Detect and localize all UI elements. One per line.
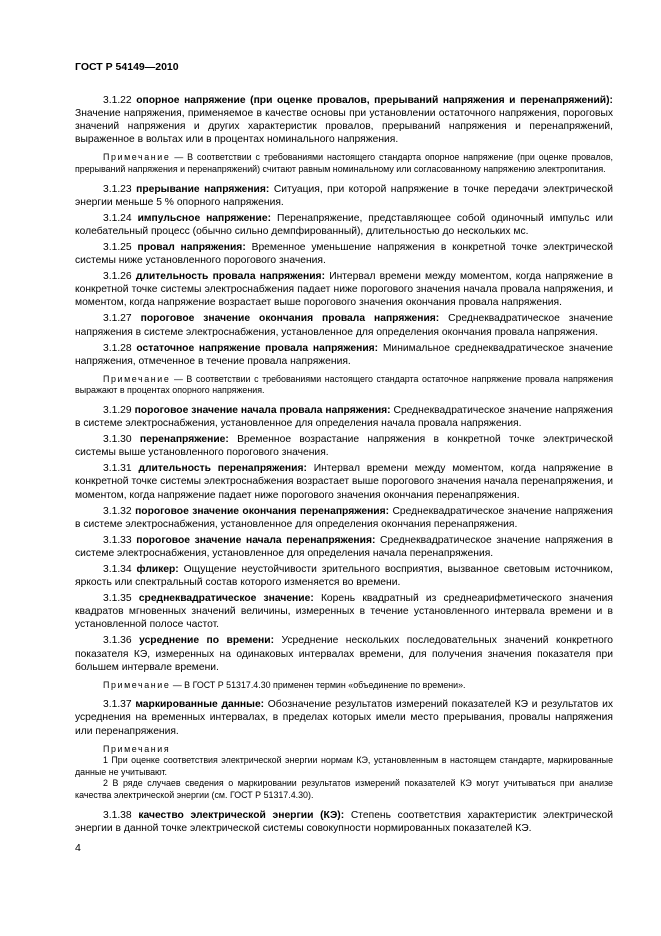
term-entry [75, 212, 613, 238]
note-text: — В ГОСТ Р 51317.4.30 применен термин «объединение по времени». [172, 679, 466, 690]
term-number: 3.1.36 [103, 635, 132, 647]
term-name: остаточное напряжение провала напряжения: [136, 342, 379, 354]
term-definition: Ощущение неустойчивости зрительного восприятия, вызванное световым источником, яркость или спектральный состав которого изменяется во времени. [75, 564, 613, 589]
term-entry [75, 534, 613, 560]
term-name: длительность провала напряжения: [135, 271, 325, 283]
notes-heading: Примечания [103, 743, 171, 754]
term-name: пороговое значение начала провала напряжения: [134, 404, 391, 416]
term-definition: Ситуация, при которой напряжение в точке передачи электрической энергии меньше 5 % опорного напряжения. [75, 183, 613, 208]
note-text: — В соответствии с требованиями настоящего стандарта опорное напряжение (при оценке провалов, прерываний напряжения и перенапряжений) считают равным номинальному или согласованному напряжению электропитания. [75, 152, 613, 174]
term-definition: Временное возрастание напряжения в конкретной точке электрической системы выше установленного порогового значения. [75, 434, 613, 459]
note-item: 2 В ряде случаев сведения о маркировании результатов измерений показателей КЭ могут учитываться при анализе качества электрической энергии (см. ГОСТ Р 51317.4.30). [75, 778, 613, 800]
term-name: пороговое значение окончания провала напряжения: [140, 313, 440, 325]
term-name: пороговое значение начала перенапряжения: [136, 534, 376, 546]
term-name: усреднение по времени: [139, 635, 275, 647]
term-name: фликер: [136, 564, 179, 575]
term-entry [75, 505, 613, 531]
term-definition: Интервал времени между моментом, когда напряжение в конкретной точке системы электроснабжения возрастает выше порогового значения начала перенапряжения, и моментом, когда напряжение падает ниже порогового значения окончания перенапряжения. [75, 463, 613, 501]
term-entry [75, 404, 613, 430]
term-number: 3.1.27 [103, 313, 132, 325]
term-definition: Минимальное среднеквадратическое значение напряжения, отмеченное в течение провала напряжения. [75, 342, 613, 367]
term-entry [75, 241, 613, 267]
term-definition: Среднеквадратическое значение напряжения в системе электроснабжения, установленное для определения окончания провала напряжения. [75, 313, 613, 338]
term-number: 3.1.32 [103, 505, 132, 517]
term-entry [75, 270, 613, 309]
note-label: Примечание [103, 373, 171, 384]
term-name: опорное напряжение (при оценке провалов, прерываний напряжения и перенапряжений): [136, 95, 613, 106]
note-text: — В соответствии с требованиями настоящего стандарта остаточное напряжение провала напряжения выражают в процентах опорного напряжения. [75, 373, 614, 396]
term-entry [75, 183, 613, 209]
term-number: 3.1.22 [103, 95, 132, 106]
term-number: 3.1.25 [103, 241, 132, 253]
term-entry [75, 312, 613, 338]
note-item: 1 При оценке соответствия электрической энергии нормам КЭ, установленным в настоящем стандарте, маркированные данные не учитывают. [75, 755, 613, 777]
term-entry [75, 809, 613, 835]
term-name: качество электрической энергии (КЭ): [138, 809, 345, 821]
term-number: 3.1.26 [103, 271, 132, 283]
term-definition: Значение напряжения, применяемое в качестве основы при установлении остаточного напряжения, пороговых значений напряжения и других характеристик провалов, прерываний напряжения и перенапряжений, выраженное в вольтах или в процентах номинального напряжения. [75, 108, 613, 146]
term-definition: Степень соответствия характеристик электрической энергии в данной точке электрической системы совокупности нормированных показателей КЭ. [75, 809, 613, 834]
term-number: 3.1.28 [103, 342, 132, 354]
term-entry [75, 342, 613, 368]
term-entry [75, 634, 613, 673]
note-label: Примечание [103, 152, 171, 163]
term-definition: Корень квадратный из среднеарифметического значения квадратов мгновенных значений величины, измеренных в течение установленного интервала времени и в установленной полосе частот. [75, 593, 613, 631]
term-definition: Среднеквадратическое значение напряжения в системе электроснабжения, установленное для определения начала провала напряжения. [75, 404, 613, 430]
term-name: прерывание напряжения: [136, 183, 270, 195]
term-entry [75, 698, 613, 737]
note [75, 680, 613, 692]
page-number: 4 [75, 842, 81, 854]
note [75, 152, 613, 175]
term-entry [75, 592, 613, 631]
term-definition: Среднеквадратическое значение напряжения в системе электроснабжения, установленное для определения начала перенапряжения. [75, 534, 613, 559]
term-definition: Временное уменьшение напряжения в конкретной точке электрической системы ниже установленного порогового значения. [75, 241, 613, 267]
document-body [75, 94, 613, 838]
term-name: среднеквадратическое значение: [138, 593, 314, 605]
term-entry [75, 94, 613, 146]
term-entry [75, 433, 613, 459]
note-label: Примечание [103, 679, 171, 690]
term-definition: Усреднение нескольких последовательных значений конкретного показателя КЭ, измеренных на одинаковых интервалах времени, для получения значения показателя при большем интервале времени. [75, 635, 613, 673]
term-number: 3.1.23 [103, 183, 132, 195]
term-definition: Обозначение результатов измерений показателей КЭ и результатов их усреднения на временных интервалах, в пределах которых имели место прерывания, провалы напряжения или перенапряжения. [75, 699, 613, 737]
term-definition: Перенапряжение, представляющее собой одиночный импульс или колебательный процесс (обычно сильно демпфированный), длительностью до нескольких мс. [75, 212, 613, 237]
term-entry [75, 563, 613, 589]
term-entry [75, 462, 613, 501]
term-name: маркированные данные: [135, 699, 265, 711]
term-number: 3.1.29 [103, 404, 132, 416]
term-name: пороговое значение окончания перенапряжения: [135, 505, 390, 517]
term-number: 3.1.31 [103, 463, 132, 475]
term-name: провал напряжения: [137, 241, 246, 253]
term-definition: Интервал времени между моментом, когда напряжение в конкретной точке системы электроснабжения падает ниже порогового значения начала провала напряжения, и моментом, когда напряжение возрастает выше порогового значения окончания провала напряжения. [75, 271, 613, 309]
term-number: 3.1.37 [103, 699, 132, 711]
term-definition: Среднеквадратическое значение напряжения в системе электроснабжения, установленное для определения окончания перенапряжения. [75, 505, 613, 530]
document-header: ГОСТ Р 54149—2010 [75, 61, 179, 73]
term-number: 3.1.33 [103, 534, 132, 546]
term-number: 3.1.35 [103, 593, 132, 605]
note [75, 374, 613, 397]
term-number: 3.1.24 [103, 212, 132, 224]
term-number: 3.1.38 [103, 809, 132, 821]
term-number: 3.1.30 [103, 434, 132, 446]
term-number: 3.1.34 [103, 564, 132, 575]
term-name: перенапряжение: [139, 434, 229, 446]
term-name: импульсное напряжение: [137, 212, 272, 224]
term-name: длительность перенапряжения: [138, 463, 307, 475]
